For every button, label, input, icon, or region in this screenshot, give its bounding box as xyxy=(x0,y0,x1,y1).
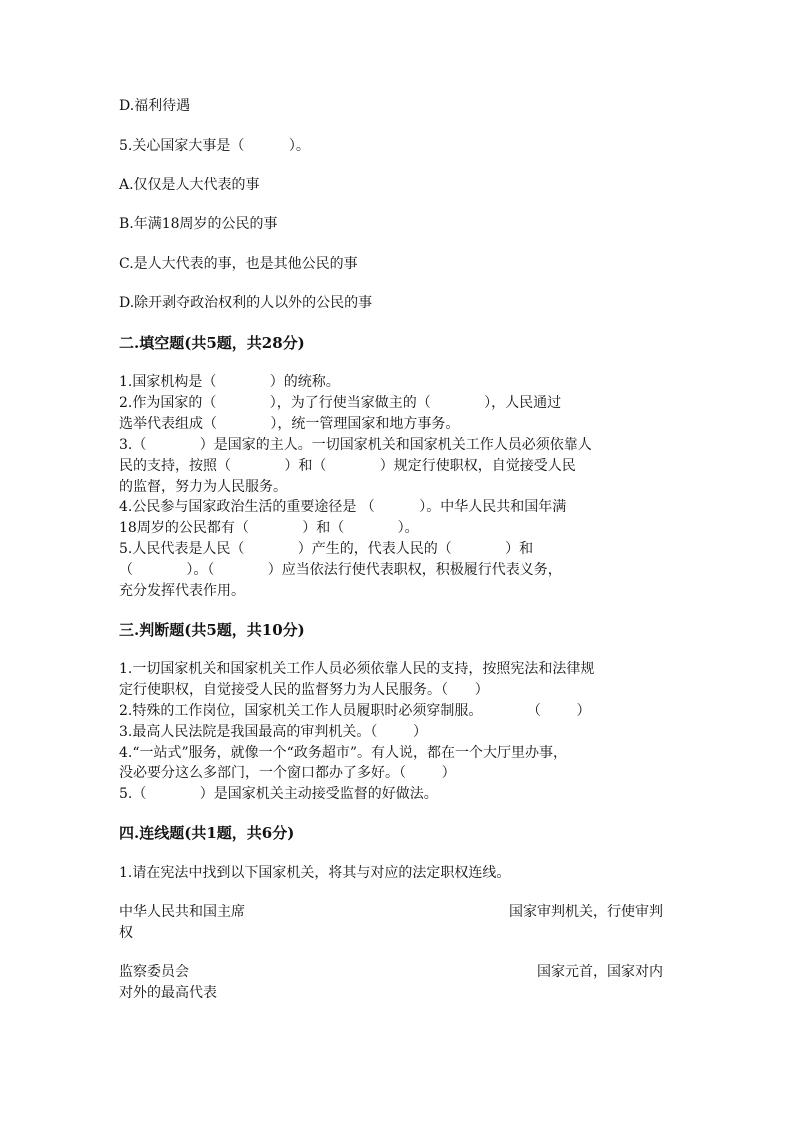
match-q1: 1.请在宪法中找到以下国家机关，将其与对应的法定职权连线。 xyxy=(119,865,511,881)
judge-q3: 3.最高人民法院是我国最高的审判机关。（ ） xyxy=(119,724,427,740)
q4-option-d: D.福利待遇 xyxy=(119,98,191,114)
fill-q5-line3: 充分发挥代表作用。 xyxy=(119,583,245,599)
match-left-item2: 监察委员会 xyxy=(119,964,189,980)
judge-q5: 5.（ ）是国家机关主动接受监督的好做法。 xyxy=(119,786,438,802)
judge-q1-line1: 1.一切国家机关和国家机关工作人员必须依靠人民的支持，按照宪法和法律规 xyxy=(119,661,595,677)
fill-q3-line1: 3.（ ）是国家的主人。一切国家机关和国家机关工作人员必须依靠人 xyxy=(119,437,592,453)
judge-q4-line2: 没必要分这么多部门，一个窗口都办了多好。（ ） xyxy=(119,765,456,781)
q5-option-d: D.除开剥夺政治权利的人以外的公民的事 xyxy=(119,295,373,311)
judge-q4-line1: 4.“一站式”服务，就像一个“政务超市”。有人说，都在一个大厅里办事， xyxy=(119,745,567,761)
fill-q3-line3: 的监督，努力为人民服务。 xyxy=(119,479,287,495)
fill-q4-line1: 4.公民参与国家政治生活的重要途径是 （ ）。中华人民共和国年满 xyxy=(119,499,567,515)
q5-stem: 5.关心国家大事是（ ）。 xyxy=(119,138,310,154)
fill-q2-line2: 选举代表组成（ ），统一管理国家和地方事务。 xyxy=(119,416,460,432)
match-wrap2: 对外的最高代表 xyxy=(119,985,217,1001)
section3-heading: 三.判断题(共5题，共10分) xyxy=(119,621,305,639)
fill-q4-line2: 18周岁的公民都有（ ）和（ ）。 xyxy=(119,520,419,536)
fill-q2-line1: 2.作为国家的（ ），为了行使当家做主的（ ），人民通过 xyxy=(119,395,562,411)
section2-heading: 二.填空题(共5题，共28分) xyxy=(119,334,305,352)
match-left-item1: 中华人民共和国主席 xyxy=(119,904,245,920)
q5-option-b: B.年满18周岁的公民的事 xyxy=(119,216,278,232)
fill-q3-line2: 民的支持，按照（ ）和（ ）规定行使职权，自觉接受人民 xyxy=(119,458,576,474)
q5-option-a: A.仅仅是人大代表的事 xyxy=(119,177,260,193)
match-right-item2: 国家元首，国家对内 xyxy=(537,964,663,980)
judge-q2: 2.特殊的工作岗位，国家机关工作人员履职时必须穿制服。 （ ） xyxy=(119,703,591,719)
fill-q5-line1: 5.人民代表是人民（ ）产生的，代表人民的（ ）和 xyxy=(119,541,534,557)
judge-q1-line2: 定行使职权，自觉接受人民的监督努力为人民服务。（ ） xyxy=(119,682,489,698)
match-wrap1: 权 xyxy=(119,925,133,941)
match-right-item1: 国家审判机关，行使审判 xyxy=(509,904,663,920)
fill-q5-line2: （ ）。（ ）应当依法行使代表职权，积极履行代表义务， xyxy=(119,562,562,578)
fill-q1: 1.国家机构是（ ）的统称。 xyxy=(119,374,340,390)
section4-heading: 四.连线题(共1题，共6分) xyxy=(119,824,295,842)
q5-option-c: C.是人大代表的事，也是其他公民的事 xyxy=(119,256,358,272)
